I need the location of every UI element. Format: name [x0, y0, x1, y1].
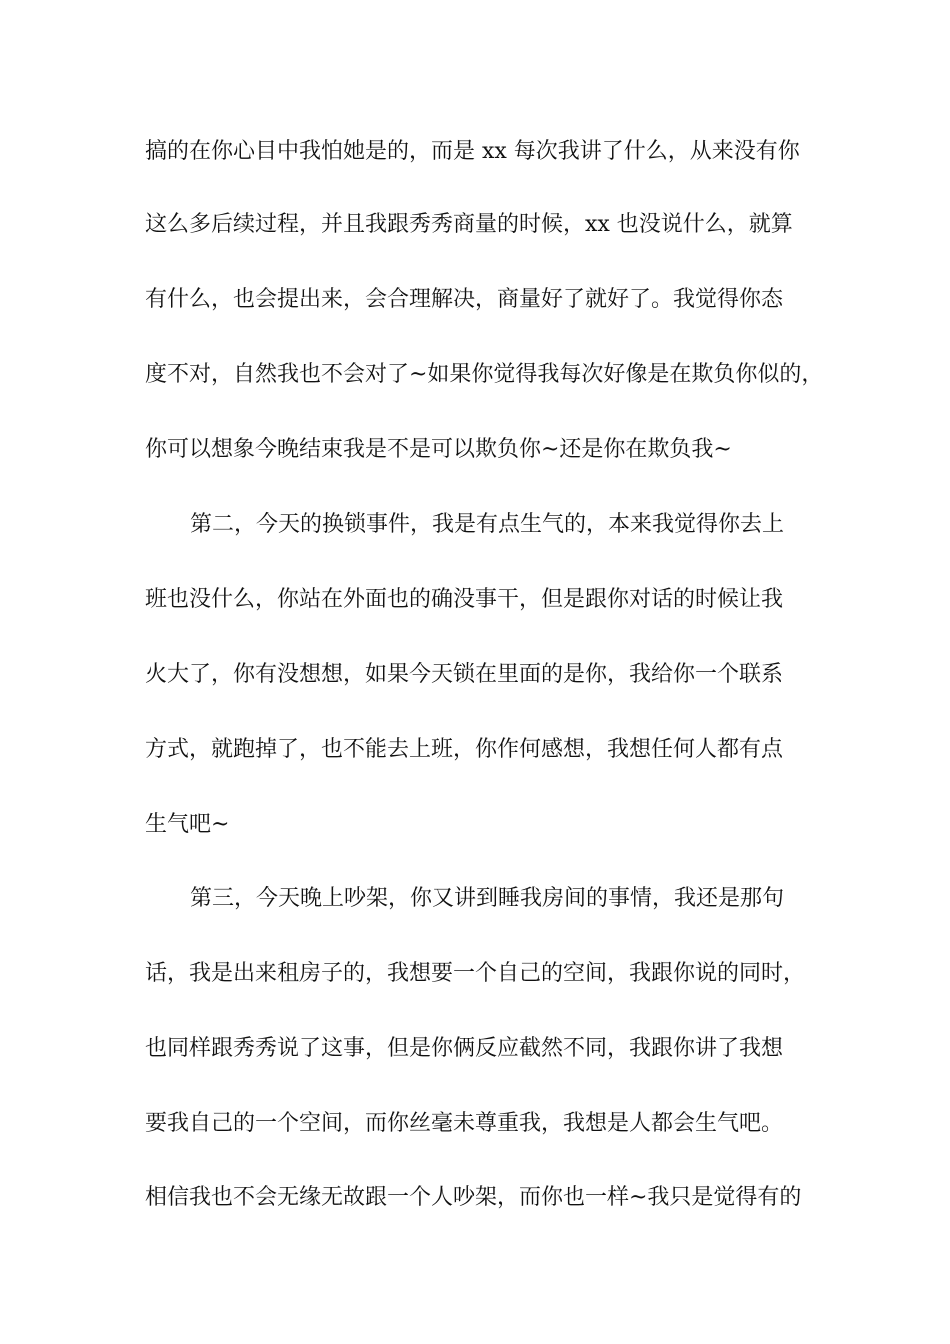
text-line: 生气吧~ — [145, 812, 230, 837]
text-line: 你可以想象今晚结束我是不是可以欺负你~还是你在欺负我~ — [145, 437, 732, 462]
text-line: 度不对，自然我也不会对了~如果你觉得我每次好像是在欺负你似的， — [145, 362, 824, 387]
text-line: 有什么，也会提出来，会合理解决，商量好了就好了。我觉得你态 — [145, 287, 784, 312]
paragraph-first-line: 第三，今天晚上吵架，你又讲到睡我房间的事情，我还是那句 — [190, 886, 785, 911]
text-line: 要我自己的一个空间，而你丝毫未尊重我，我想是人都会生气吧。 — [145, 1111, 784, 1136]
text-line: 方式，就跑掉了，也不能去上班，你作何感想，我想任何人都有点 — [145, 737, 784, 762]
text-line: 这么多后续过程，并且我跟秀秀商量的时候，xx 也没说什么，就算 — [145, 212, 793, 237]
text-line: 也同样跟秀秀说了这事，但是你俩反应截然不同，我跟你讲了我想 — [145, 1036, 784, 1061]
text-line: 火大了，你有没想想，如果今天锁在里面的是你，我给你一个联系 — [145, 662, 784, 687]
text-line: 搞的在你心目中我怕她是的，而是 xx 每次我讲了什么，从来没有你 — [145, 139, 800, 164]
text-line: 相信我也不会无缘无故跟一个人吵架，而你也一样~我只是觉得有的 — [145, 1185, 802, 1210]
text-line: 话，我是出来租房子的，我想要一个自己的空间，我跟你说的同时， — [145, 961, 806, 986]
text-line: 班也没什么，你站在外面也的确没事干，但是跟你对话的时候让我 — [145, 587, 784, 612]
paragraph-first-line: 第二，今天的换锁事件，我是有点生气的，本来我觉得你去上 — [190, 512, 785, 537]
